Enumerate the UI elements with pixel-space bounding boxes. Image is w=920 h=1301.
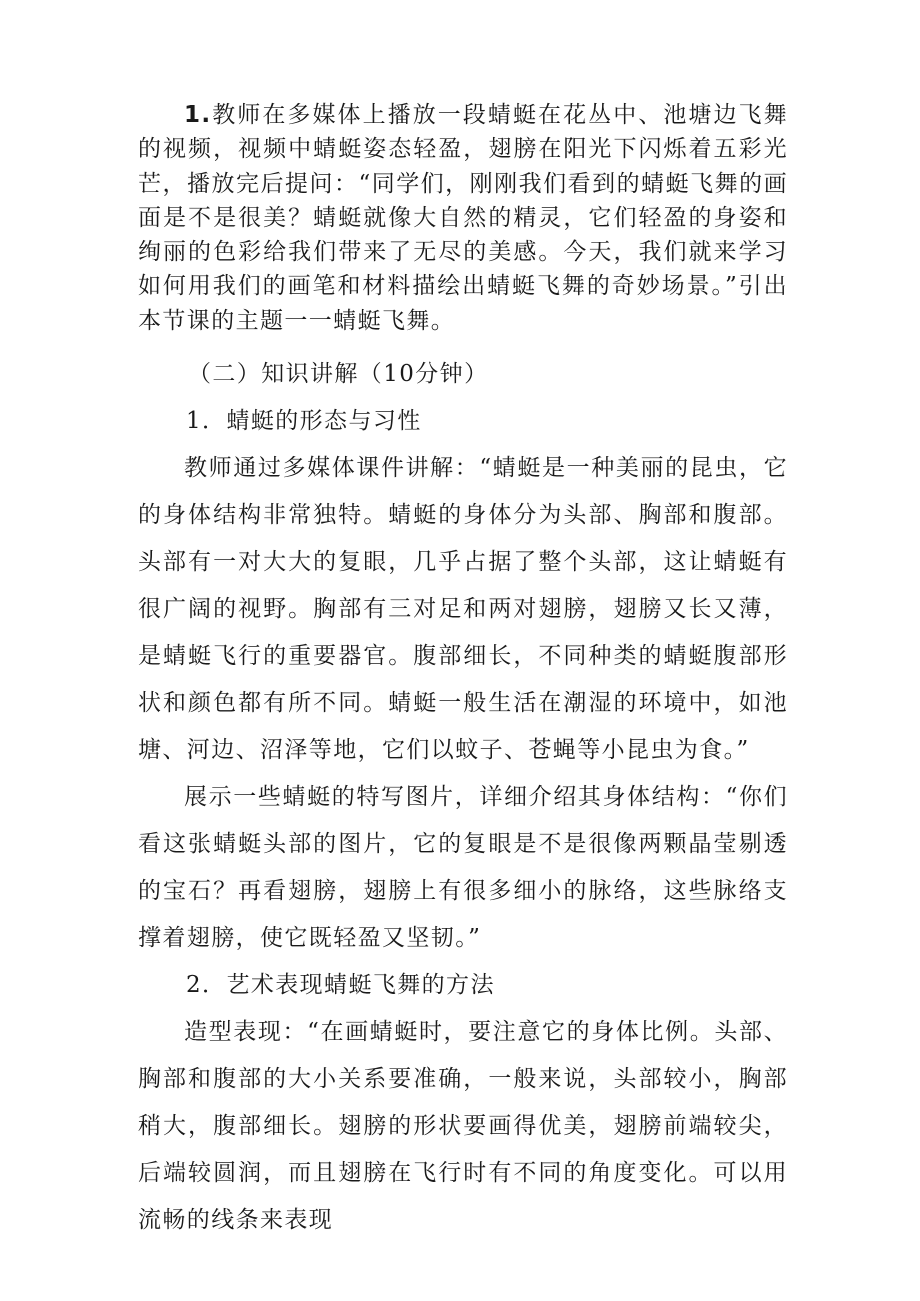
intro-paragraph [138, 98, 788, 338]
subheading-number: 2 [186, 972, 203, 999]
intro-text: 教师在多媒体上播放一段蜻蜓在花丛中、池塘边飞舞的视频，视频中蜻蜓姿态轻盈，翅膀在阳光下闪烁着五彩光芒，播放完后提问：“同学们，刚刚我们看到的蜻蜓飞舞的画面是不是很美？蜻蜓就像大自然的精灵，它们轻盈的身姿和绚丽的色彩给我们带来了无尽的美感。今天，我们就来学习如何用我们的画笔和材料描绘出蜻蜓飞舞的奇妙场景。”引出本节课的主题一一蜻蜓飞舞。 [138, 102, 788, 334]
subheading-morphology [138, 398, 788, 445]
subheading-title: ．艺术表现蜻蜓飞舞的方法 [202, 972, 495, 999]
subheading-art-methods [138, 962, 788, 1009]
intro-number: 1. [184, 102, 212, 128]
paragraph-shape-expression: 造型表现：“在画蜻蜓时，要注意它的身体比例。头部、胸部和腹部的大小关系要准确，一般来说，头部较小，胸部稍大，腹部细长。翅膀的形状要画得优美，翅膀前端较尖，后端较圆润，而且翅膀在飞行时有不同的角度变化。可以用流畅的线条来表现 [138, 1019, 788, 1234]
spacer [138, 338, 788, 351]
document-body [138, 98, 788, 1244]
subheading-title: ．蜻蜓的形态与习性 [202, 408, 422, 435]
section-heading-knowledge: （二）知识讲解（10分钟） [188, 361, 489, 388]
paragraph-closeup-images: 展示一些蜻蜓的特写图片，详细介绍其身体结构：“你们看这张蜻蜓头部的图片，它的复眼是不是很像两颗晶莹剔透的宝石？再看翅膀，翅膀上有很多细小的脉络，这些脉络支撑着翅膀，使它既轻盈又坚韧。” [138, 784, 788, 952]
paragraph-morphology-lecture: 教师通过多媒体课件讲解：“蜻蜓是一种美丽的昆虫，它的身体结构非常独特。蜻蜓的身体分为头部、胸部和腹部。头部有一对大大的复眼，几乎占据了整个头部，这让蜻蜓有很广阔的视野。胸部有三对足和两对翅膀，翅膀又长又薄，是蜻蜓飞行的重要器官。腹部细长，不同种类的蜻蜓腹部形状和颜色都有所不同。蜻蜓一般生活在潮湿的环境中，如池塘、河边、沼泽等地，它们以蚊子、苍蝇等小昆虫为食。” [138, 455, 788, 764]
subheading-number: 1 [186, 408, 203, 435]
